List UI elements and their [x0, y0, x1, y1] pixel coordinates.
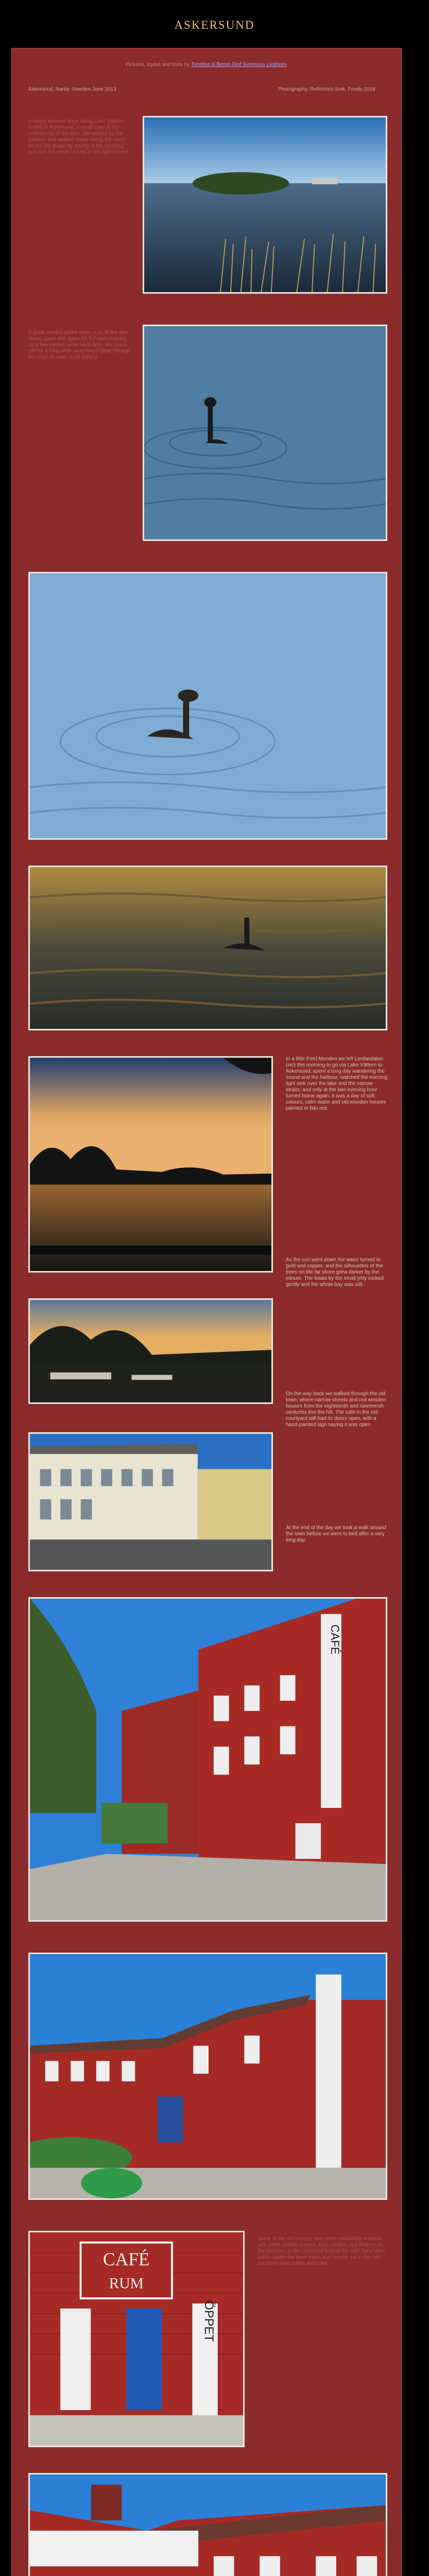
text-block-sunset: As the sun went down the water turned to gold and copper, and the silhouettes of the trees on the far shore grew darker by the minute. The boats by the small jetty rocked gently and the whole bay was still.	[286, 1257, 384, 1287]
harbour-evening-image	[30, 1300, 271, 1402]
grebe-grey-image	[144, 326, 386, 539]
photo-sunset[interactable]	[28, 1056, 273, 1273]
text-block-oldtown: On the way back we walked through the old town, where narrow streets and red wooden houses from the eighteenth and nineteenth centuries line the hill. The café in the old courtyard still had its doors open, with a hand-painted sign saying it was open.	[286, 1391, 386, 1428]
location-date: Askersund, Narke, Sweden June 2013	[28, 87, 116, 92]
photo-info: Photography: Reflectors Smk, Fondo 2018	[278, 87, 375, 92]
cafe-sign-text: CAFÉ	[102, 2249, 150, 2270]
red-house-image	[30, 2475, 386, 2576]
grebe-gold-image	[30, 867, 386, 1029]
credit-line	[11, 62, 401, 67]
credit-link[interactable]: Toneline & Bengt-Olof Svensson Lindgren	[191, 62, 287, 67]
photo-red-house[interactable]	[28, 2473, 387, 2576]
text-block-grebe: A great crested grebe swam just off the pier, diving again and again for fish and popping up a few metres away each time. We stood still for a long while, watching it glide through the rings of water it left behind.	[28, 330, 130, 360]
photo-lake-island[interactable]	[143, 116, 387, 294]
text-block-intro: A lovely summer drive along Lake Vättern ended in Askersund, a small town at the northern tip of the lake. We parked by the harbour and walked slowly along the water, where the boats lay quietly in the morning sun and the reeds moved in the light breeze.	[28, 118, 130, 155]
oppet-sign-text: ÖPPET	[202, 2300, 216, 2342]
photo-grebe-grey[interactable]	[143, 325, 387, 541]
old-buildings-image	[30, 1434, 271, 1570]
credit-prefix: Pictures, layout and texts by	[125, 62, 190, 67]
photo-harbour-evening[interactable]	[28, 1298, 273, 1404]
cafe-street-image	[30, 1599, 386, 1920]
sunset-image	[30, 1058, 271, 1271]
photo-courtyard[interactable]	[28, 1953, 387, 2200]
photo-cafe-street[interactable]	[28, 1597, 387, 1922]
photo-grebe-gold[interactable]	[28, 866, 387, 1030]
grebe-blue-image	[30, 573, 386, 838]
courtyard-image	[30, 1954, 386, 2198]
page-title: ASKERSUND	[174, 19, 255, 31]
lake-island-image	[144, 117, 386, 292]
cafe-sign: CAFÉ	[328, 1624, 341, 1655]
text-block-evening: At the end of the day we took a walk around the town before we went to bed after a very long day.	[286, 1525, 386, 1543]
photo-cafe-rum[interactable]	[28, 2231, 245, 2447]
rum-sign-text: RUM	[109, 2275, 144, 2292]
photo-grebe-blue[interactable]	[28, 572, 387, 840]
cafe-rum-image	[30, 2232, 243, 2446]
photo-old-buildings[interactable]	[28, 1432, 273, 1571]
text-block-journey: In a little Ford Mondeo we left Lerdasdalen (sic) this morning to go via Lake Vättern to Askersund, spent a long day wandering the sound and the harbour, watched the evening light sink over the lake and the narrow straits, and only at the late evening hour turned home again. It was a day of soft colours, calm water and old wooden houses painted in falu red.	[286, 1056, 388, 1111]
text-block-restored: Some of the old houses have been beautifully restored, with white window frames, lace curtains and flowers on the porches. In the courtyard behind the café there were tables under the birch trees, and people sat in the late sunshine over coffee and cake.	[258, 2236, 386, 2266]
